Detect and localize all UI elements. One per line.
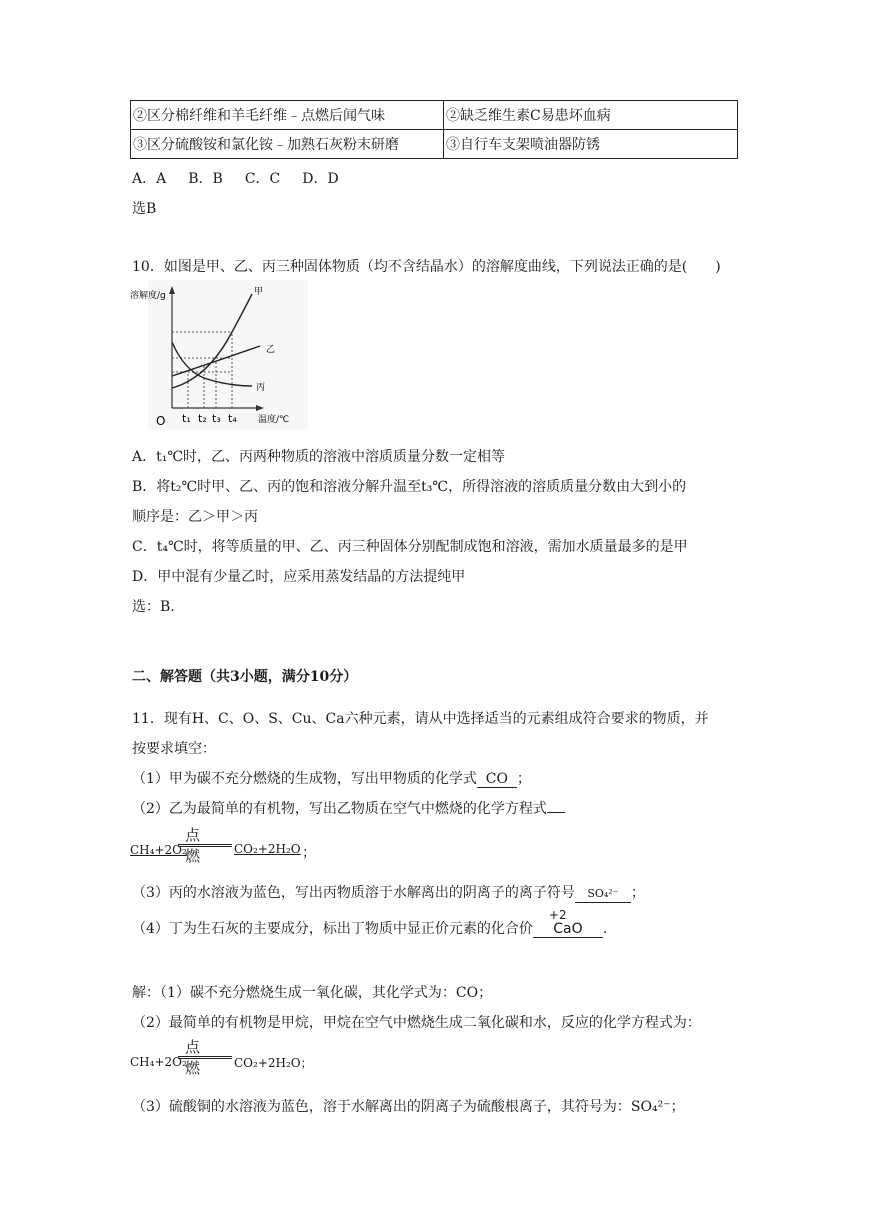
- table-cell: ②区分棉纤维和羊毛纤维﹣点燃后闻气味: [131, 101, 444, 130]
- q10-option-b-line2: 顺序是：乙＞甲＞丙: [132, 509, 258, 525]
- equation-bar: [178, 1056, 232, 1059]
- q10-option-c: C．t₄℃时，将等质量的甲、乙、丙三种固体分别配制成饱和溶液，需加水质量最多的是甲: [132, 539, 688, 555]
- q10-option-a: A．t₁℃时，乙、丙两种物质的溶液中溶质质量分数一定相等: [132, 449, 506, 465]
- table-row: [131, 130, 738, 159]
- table-row: [131, 101, 738, 130]
- q11-stem-line2: 按要求填空：: [132, 741, 216, 757]
- equation-right: CO₂+2H₂O: [234, 842, 301, 856]
- solution-equation: [130, 1038, 313, 1077]
- origin-label: O: [156, 414, 166, 428]
- y-axis-label: 溶解度/g: [130, 291, 166, 301]
- equation-left: CH₄+2O₂: [130, 1055, 187, 1069]
- solution-line1: 解：（1）碳不充分燃烧生成一氧化碳，其化学式为：CO；: [132, 985, 493, 1001]
- q11-part2: [132, 798, 565, 818]
- q11-part1-answer: CO: [477, 771, 517, 788]
- q11-part3: [132, 882, 645, 903]
- q11-part4-text: （4）丁为生石灰的主要成分，标出丁物质中显正价元素的化合价: [132, 921, 533, 937]
- q9-answer: 选B: [132, 201, 157, 217]
- table-cell: ③区分硫酸铵和氯化铵﹣加熟石灰粉末研磨: [131, 130, 444, 159]
- q11-part2-text: （2）乙为最简单的有机物，写出乙物质在空气中燃烧的化学方程式: [132, 801, 547, 817]
- tick-label: t₃: [212, 412, 221, 425]
- q11-part3-answer: SO₄²⁻: [575, 886, 631, 903]
- q9-options: [132, 168, 361, 188]
- comparison-table: [130, 100, 738, 159]
- valence-mark: +2: [548, 908, 567, 922]
- section-heading: 二、解答题（共3小题，满分10分）: [132, 669, 358, 685]
- solubility-graph: [130, 280, 308, 430]
- option-d: D．D: [302, 171, 339, 187]
- curve-label-bing: 丙: [256, 383, 266, 393]
- q11-part3-end: ；: [630, 885, 645, 901]
- equation-left: CH₄+2O₂: [130, 843, 187, 857]
- q10-stem: 10．如图是甲、乙、丙三种固体物质（均不含结晶水）的溶解度曲线，下列说法正确的是( ): [132, 259, 721, 275]
- curve-label-yi: 乙: [266, 345, 276, 355]
- option-b: B．B: [188, 171, 223, 187]
- q10-answer: 选：B.: [132, 599, 175, 615]
- q11-part1: [132, 768, 531, 788]
- equation-end: ；: [302, 845, 316, 861]
- q10-option-b-line1: B．将t₂℃时甲、乙、丙的饱和溶液分解升温至t₃℃，所得溶液的溶质质量分数由大到小的: [132, 479, 687, 495]
- table-cell: ②缺乏维生素C易患坏血病: [444, 101, 738, 130]
- q11-equation: [130, 826, 316, 865]
- curve-label-jia: 甲: [254, 287, 264, 297]
- tick-label: t₁: [182, 412, 191, 425]
- option-a: A．A: [132, 171, 167, 187]
- x-axis-label: 温度/℃: [258, 415, 290, 425]
- solution-line3: （3）硫酸铜的水溶液为蓝色，溶于水解离出的阴离子为硫酸根离子，其符号为：SO₄²⁻；: [132, 1099, 685, 1115]
- q11-part1-end: ；: [516, 771, 531, 787]
- equation-bar: [178, 844, 232, 847]
- q11-part4-formula: CaO: [553, 921, 583, 937]
- equation-right: CO₂+2H₂O；: [234, 1056, 313, 1070]
- q11-part4: [132, 908, 608, 938]
- equation-condition: 点燃: [185, 1038, 201, 1077]
- q11-part3-text: （3）丙的水溶液为蓝色，写出丙物质溶于水解离出的阴离子的离子符号: [132, 885, 575, 901]
- q11-part1-text: （1）甲为碳不充分燃烧的生成物，写出甲物质的化学式: [132, 771, 477, 787]
- option-c: C．C: [244, 171, 281, 187]
- q11-part4-end: .: [602, 921, 608, 937]
- q11-stem-line1: 11．现有H、C、O、S、Cu、Ca六种元素，请从中选择适当的元素组成符合要求的物质，并: [132, 711, 709, 727]
- solution-line2: （2）最简单的有机物是甲烷，甲烷在空气中燃烧生成二氧化碳和水，反应的化学方程式为：: [132, 1015, 701, 1031]
- q11-part4-answer: [533, 908, 603, 938]
- q10-option-d: D．甲中混有少量乙时，应采用蒸发结晶的方法提纯甲: [132, 569, 466, 585]
- table-cell: ③自行车支架喷油器防锈: [444, 130, 738, 159]
- equation-condition: 点燃: [185, 826, 201, 865]
- tick-label: t₂: [198, 412, 207, 425]
- q11-part2-blank: [547, 812, 565, 813]
- tick-label: t₄: [228, 412, 237, 425]
